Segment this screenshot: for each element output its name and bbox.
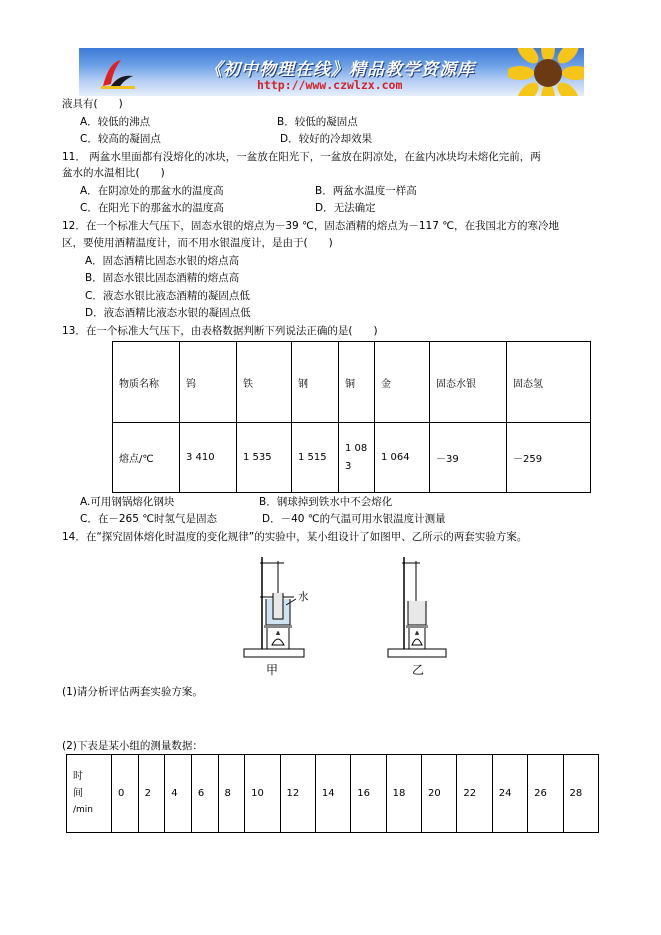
time-table [66, 754, 599, 833]
table-row [113, 423, 591, 493]
site-logo-icon [99, 56, 137, 92]
table-cell: 16 [351, 755, 386, 833]
q10-option-c: C．较高的凝固点 [80, 133, 161, 145]
q13-option-a: A.可用钢锅熔化钢块 [80, 496, 175, 508]
table-cell: 1 083 [339, 423, 375, 493]
apparatus-yi-diagram [384, 553, 454, 666]
q13-option-b: B．钢球掉到铁水中不会熔化 [259, 496, 393, 508]
q11-option-a: A．在阴凉处的那盆水的温度高 [80, 185, 224, 197]
table-cell: －39 [430, 423, 507, 493]
q12-stem-line2: 区，要使用酒精温度计，而不用水银温度计，是由于( ) [62, 237, 333, 249]
table-cell: 26 [528, 755, 563, 833]
q10-option-d: D．较好的冷却效果 [280, 133, 373, 145]
q12-stem-line1: 12．在一个标准大气压下，固态水银的熔点为－39 ℃，固态酒精的熔点为－117 ℃，在我国北方的寒冷地 [62, 220, 560, 232]
header-banner [79, 48, 584, 96]
apparatus-jia-diagram [240, 553, 330, 666]
q11-option-d: D．无法确定 [315, 202, 376, 214]
table-cell: 14 [315, 755, 350, 833]
table-cell: 2 [138, 755, 165, 833]
q12-option-c: C．液态水银比液态酒精的凝固点低 [85, 290, 250, 302]
table-cell: 4 [165, 755, 192, 833]
q14-stem: 14．在“探究固体熔化时温度的变化规律”的实验中，某小组设计了如图甲、乙所示的两套实验方案。 [62, 531, 528, 543]
table-header-cell: 固态氢 [507, 342, 591, 423]
table-row [67, 755, 599, 833]
table-header-cell: 钢 [292, 342, 339, 423]
label-jia: 甲 [266, 663, 279, 677]
q11-stem-line1: 11． 两盆水里面都有没熔化的冰块，一盆放在阳光下，一盆放在阴凉处，在盆内冰块均未熔化完前，两 [62, 151, 541, 163]
table-header-cell: 金 [375, 342, 430, 423]
table-cell: 28 [563, 755, 599, 833]
label-yi: 乙 [412, 663, 425, 677]
q12-option-b: B．固态水银比固态酒精的熔点高 [85, 272, 240, 284]
table-cell: 8 [218, 755, 245, 833]
banner-title: 《初中物理在线》精品教学资源库 [205, 60, 475, 80]
table-header-row [113, 342, 591, 423]
q11-stem-line2: 盆水的水温相比( ) [62, 167, 165, 179]
table-cell: 20 [422, 755, 457, 833]
table-cell: 1 515 [292, 423, 339, 493]
table-cell: 3 410 [180, 423, 237, 493]
time-header-line: /min [73, 805, 94, 815]
time-header-line: 间 [73, 788, 83, 799]
q12-option-a: A．固态酒精比固态水银的熔点高 [85, 255, 240, 267]
q13-option-d: D．－40 ℃的气温可用水银温度计测量 [262, 513, 446, 525]
q13-stem: 13．在一个标准大气压下，由表格数据判断下列说法正确的是( ) [62, 325, 378, 337]
table-cell: 12 [280, 755, 315, 833]
q11-option-b: B．两盆水温度一样高 [315, 185, 417, 197]
table-cell: 0 [112, 755, 139, 833]
table-cell: 1 064 [375, 423, 430, 493]
table-cell: 6 [191, 755, 218, 833]
q11-option-c: C．在阳光下的那盆水的温度高 [80, 202, 224, 214]
table-header-cell: 铁 [237, 342, 292, 423]
q10-option-b: B．较低的凝固点 [277, 116, 358, 128]
sunflower-icon [508, 48, 584, 96]
table-cell: －259 [507, 423, 591, 493]
table-header-cell: 钨 [180, 342, 237, 423]
q12-option-d: D．液态酒精比液态水银的凝固点低 [85, 307, 251, 319]
q14-sub2: (2)下表是某小组的测量数据： [62, 740, 203, 752]
label-water: 水 [298, 591, 309, 603]
table-header-cell: 铜 [339, 342, 375, 423]
q13-option-c: C．在－265 ℃时氢气是固态 [80, 513, 218, 525]
melting-point-table [112, 341, 591, 493]
table-cell: 18 [386, 755, 421, 833]
time-header-line: 时 [73, 771, 83, 782]
table-cell: 10 [245, 755, 280, 833]
q10-stem: 液具有( ) [62, 98, 123, 110]
table-cell: 1 535 [237, 423, 292, 493]
table-cell: 24 [492, 755, 527, 833]
table-header-cell: 固态水银 [430, 342, 507, 423]
table-cell: 22 [457, 755, 492, 833]
time-header-cell [67, 755, 112, 833]
q10-option-a: A．较低的沸点 [80, 116, 151, 128]
table-header-cell: 物质名称 [113, 342, 180, 423]
banner-url[interactable]: http://www.czwlzx.com [257, 78, 403, 92]
q14-sub1: (1)请分析评估两套实验方案。 [62, 686, 203, 698]
table-row-label: 熔点/℃ [113, 423, 180, 493]
